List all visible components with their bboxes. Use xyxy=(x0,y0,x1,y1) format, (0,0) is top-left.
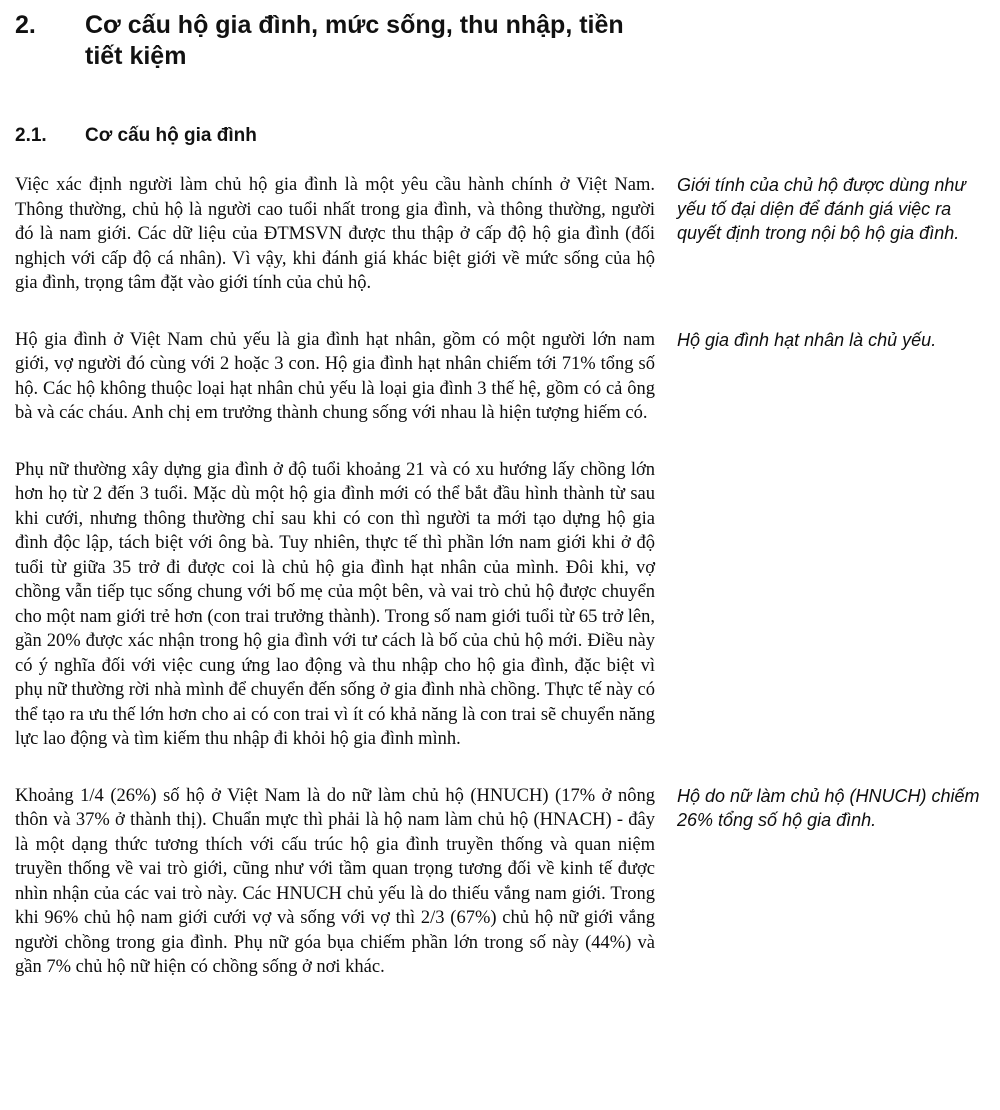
paragraph: Khoảng 1/4 (26%) số hộ ở Việt Nam là do nữ làm chủ hộ (HNUCH) (17% ở nông thôn và 37% ở thành thị). Chuẩn mực thì phải là hộ nam làm chủ hộ (HNACH) - đây là một dạng thức tương thích với cấu trúc hộ gia đình truyền thống và quan niệm truyền thống về vai trò giới, cũng như với tầm quan trọng tương đối về kinh tế được nhìn nhận của các vai trò này. Các HNUCH chủ yếu là do thiếu vắng nam giới. Trong khi 96% chủ hộ nam giới cưới vợ và sống với vợ thì 2/3 (67%) chủ hộ nữ giới vắng người chồng trong gia đình. Phụ nữ góa bụa chiếm phần lớn trong số này (44%) và gần 7% chủ hộ nữ hiện có chồng sống ở nơi khác. xyxy=(15,785,655,978)
section-heading xyxy=(15,125,990,148)
paragraph-row xyxy=(15,328,990,426)
margin-note: Hộ do nữ làm chủ hộ (HNUCH) chiếm 26% tổng số hộ gia đình. xyxy=(677,785,980,830)
paragraph-row xyxy=(15,784,990,980)
margin-note: Hộ gia đình hạt nhân là chủ yếu. xyxy=(677,329,937,350)
section-title: Cơ cấu hộ gia đình xyxy=(85,124,257,146)
margin-note: Giới tính của chủ hộ được dùng như yếu tố đại diện để đánh giá việc ra quyết định trong nội bộ hộ gia đình. xyxy=(677,175,966,244)
paragraph: Việc xác định người làm chủ hộ gia đình là một yêu cầu hành chính ở Việt Nam. Thông thường, chủ hộ là người cao tuổi nhất trong gia đình, và thông thường, người đó là nam giới. Các dữ liệu của ĐTMSVN được thu thập ở cấp độ hộ gia đình (đối nghịch với cấp độ cá nhân). Vì vậy, khi đánh giá khác biệt giới về mức sống của hộ gia đình, trọng tâm đặt vào giới tính của chủ hộ. xyxy=(15,175,655,294)
section-number: 2.1. xyxy=(15,124,47,146)
paragraph: Phụ nữ thường xây dựng gia đình ở độ tuổi khoảng 21 và có xu hướng lấy chồng lớn hơn họ từ 2 đến 3 tuổi. Mặc dù một hộ gia đình mới có thể bắt đầu hình thành từ sau khi cưới, nhưng thông thường chỉ sau khi có con thì người ta mới tạo dựng hộ gia đình độc lập, tách biệt với ông bà. Tuy nhiên, thực tế thì phần lớn nam giới khi ở độ tuổi từ giữa 35 trở đi được coi là chủ hộ gia đình hạt nhân của mình. Đôi khi, vợ chồng vẫn tiếp tục sống chung với bố mẹ của một bên, và vai trò chủ hộ được chuyển cho một nam giới trẻ hơn (con trai trưởng thành). Trong số nam giới tuổi từ 65 trở lên, gần 20% được xác nhận trong hộ gia đình với tư cách là bố của chủ hộ mới. Điều này có ý nghĩa đối với việc cung ứng lao động và thu nhập cho hộ gia đình, đặc biệt vì phụ nữ thường rời nhà mình để chuyển đến sống ở gia đình nhà chồng. Thực tế này có thể tạo ra ưu thế lớn hơn cho ai có con trai vì ít có khả năng là con trai sẽ chuyển năng lực lao động và tìm kiếm thu nhập đi khỏi hộ gia đình mình. xyxy=(15,459,655,750)
paragraph-row xyxy=(15,458,990,752)
paragraph-row xyxy=(15,173,990,296)
paragraph: Hộ gia đình ở Việt Nam chủ yếu là gia đình hạt nhân, gồm có một người lớn nam giới, vợ người đó cùng với 2 hoặc 3 con. Hộ gia đình hạt nhân chiếm tới 71% tổng số hộ. Các hộ không thuộc loại hạt nhân chủ yếu là loại gia đình 3 thế hệ, gồm có cả ông bà và các cháu. Anh chị em trưởng thành chung sống với nhau là hiện tượng hiếm có. xyxy=(15,329,655,424)
chapter-heading xyxy=(15,10,990,73)
chapter-title: Cơ cấu hộ gia đình, mức sống, thu nhập, tiền tiết kiệm xyxy=(85,11,624,71)
chapter-number: 2. xyxy=(15,11,36,39)
document-body xyxy=(15,173,990,980)
